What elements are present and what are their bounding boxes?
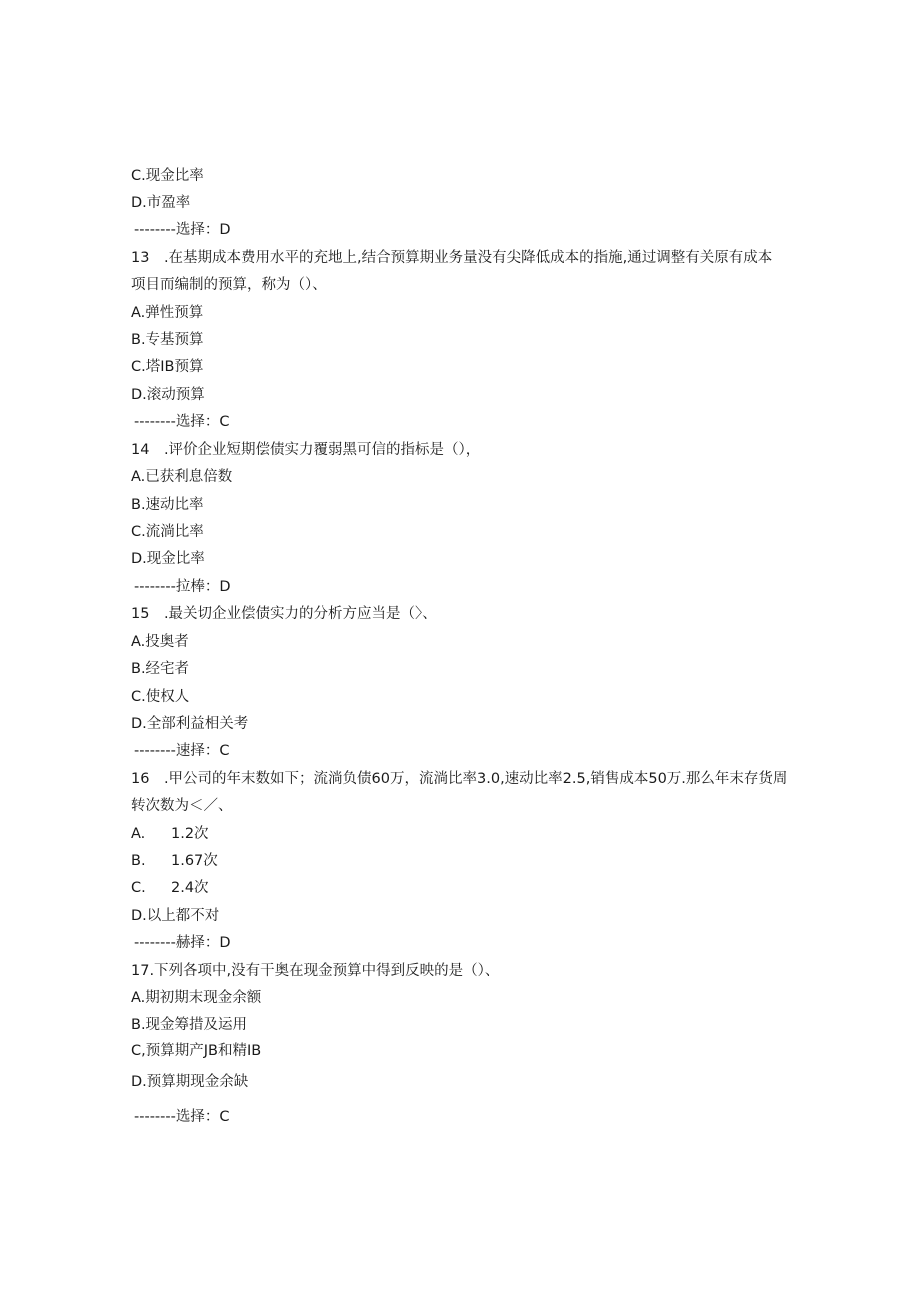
option-c: C.流淌比率 <box>131 524 204 540</box>
option-c: C.塔IB预算 <box>131 359 204 375</box>
option-value: 1.2次 <box>171 826 209 842</box>
option-d: D.全部利益相关考 <box>131 716 249 732</box>
option-a: A.投奥者 <box>131 634 189 650</box>
answer-line: --------赫择：D <box>134 935 231 951</box>
option-b: B.现金筹措及运用 <box>131 1017 248 1033</box>
option-a <box>131 824 209 844</box>
option-c: C,预算期产JB和精IB <box>131 1043 262 1059</box>
option-d: D.以上都不对 <box>131 908 220 924</box>
option-c: C.使权人 <box>131 689 190 705</box>
option-b <box>131 851 218 871</box>
option-d: D.市盈率 <box>131 195 191 211</box>
option-d: D.现金比率 <box>131 551 205 567</box>
option-b: B.专基预算 <box>131 332 204 348</box>
answer-line: --------选择：C <box>134 414 230 430</box>
option-a: A.弹性预算 <box>131 305 204 321</box>
option-value: 1.67次 <box>171 853 218 869</box>
option-key: A. <box>131 826 146 842</box>
option-c: C.现金比率 <box>131 168 204 184</box>
question-15: 15 .最关切企业偿债实力的分析方应当是（〉、 <box>131 606 437 622</box>
answer-line: --------拉棒：D <box>134 579 231 595</box>
option-d: D.预算期现金余缺 <box>131 1074 249 1090</box>
question-13: 13 .在基期成本费用水平的充地上,结合预算期业务量没有尖降低成本的指施,通过调整有关原有成本 <box>131 250 773 266</box>
answer-line: --------选择：D <box>134 222 231 238</box>
option-c <box>131 878 209 898</box>
option-d: D.滚动预算 <box>131 387 205 403</box>
option-key: C. <box>131 880 146 896</box>
option-value: 2.4次 <box>171 880 209 896</box>
question-16-continued: 转次数为＜／、 <box>131 798 233 814</box>
option-b: B.速动比率 <box>131 497 204 513</box>
option-b: B.经宅者 <box>131 661 190 677</box>
answer-line: --------选择：C <box>134 1109 230 1125</box>
option-key: B. <box>131 853 146 869</box>
option-a: A.已获利息倍数 <box>131 469 233 485</box>
answer-line: --------速择：C <box>134 743 230 759</box>
question-14: 14 .评价企业短期偿债实力覆弱黑可信的指标是（）， <box>131 442 481 458</box>
question-13-continued: 项目而编制的预算，称为（）、 <box>131 277 327 293</box>
option-a: A.期初期末现金余额 <box>131 990 262 1006</box>
question-16: 16 .甲公司的年末数如下；流淌负债60万，流淌比率3.0,速动比率2.5,销售成本50万.那么年末存货周 <box>131 771 788 787</box>
question-17: 17.下列各项中,没有干奥在现金预算中得到反映的是（）、 <box>131 963 500 979</box>
